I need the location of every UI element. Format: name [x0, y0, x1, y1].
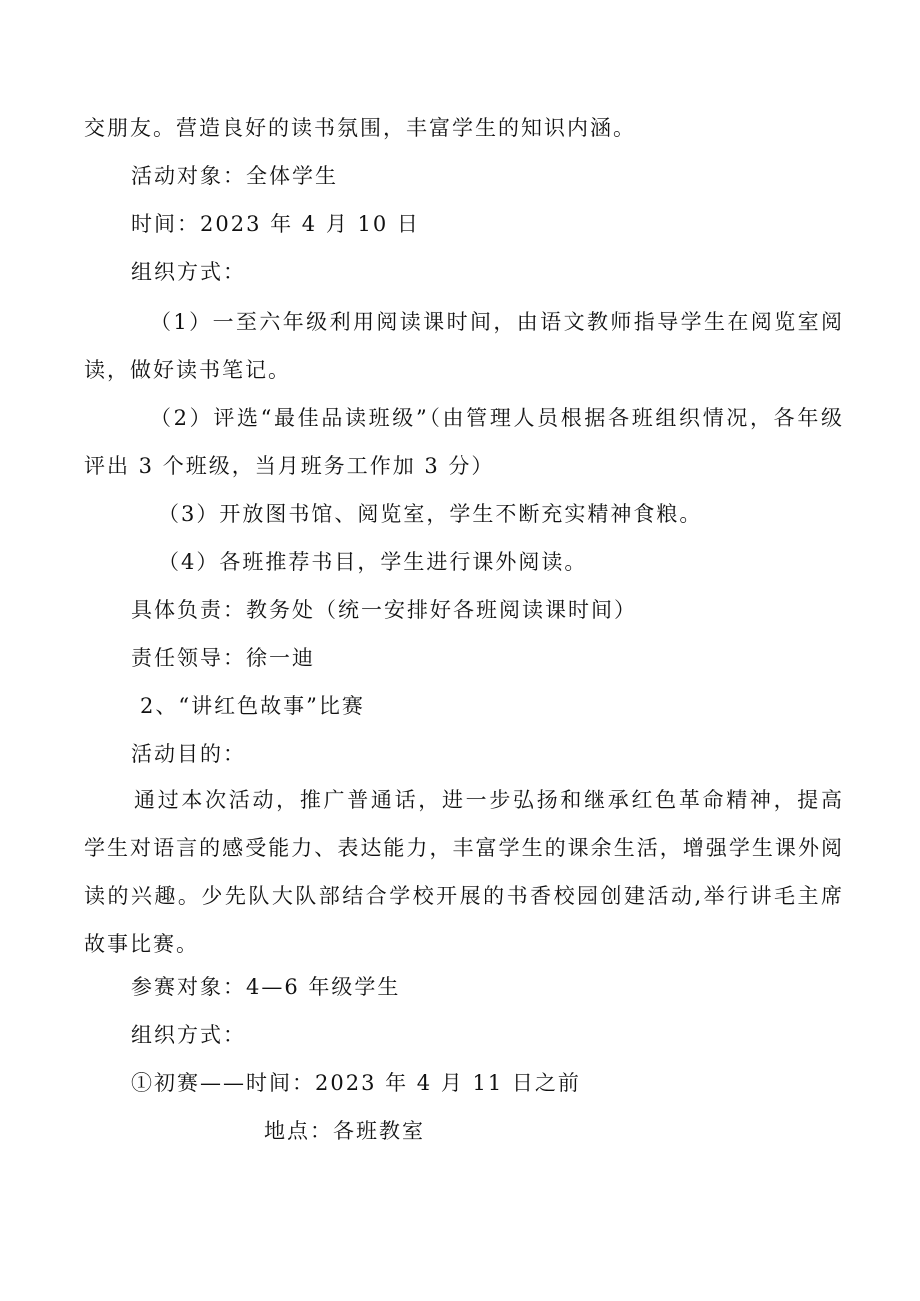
- intro-end-line: 交朋友。营造良好的读书氛围，丰富学生的知识内涵。: [84, 116, 636, 140]
- section-2-title: 2、“讲红色故事”比赛: [140, 694, 365, 718]
- responsible-department: 具体负责：教务处（统一安排好各班阅读课时间）: [131, 598, 637, 622]
- responsible-leader: 责任领导：徐一迪: [131, 646, 315, 670]
- item-4: （4）各班推荐书目，学生进行课外阅读。: [158, 550, 588, 574]
- organization-label: 组织方式：: [131, 260, 246, 284]
- preliminary-round: ①初赛——时间：2023 年 4 月 11 日之前: [131, 1071, 581, 1095]
- organization-label-2: 组织方式：: [131, 1023, 246, 1047]
- purpose-label: 活动目的：: [131, 742, 246, 766]
- activity-target: 活动对象：全体学生: [131, 164, 338, 188]
- purpose-paragraph: 通过本次活动，推广普通话，进一步弘扬和继承红色革命精神，提高学生对语言的感受能力、表达能力，丰富学生的课余生活，增强学生课外阅读的兴趣。少先队大队部结合学校开展的书香校园创建活动,举行讲毛主席故事比赛。: [84, 788, 844, 956]
- item-3: （3）开放图书馆、阅览室，学生不断充实精神食粮。: [158, 502, 703, 526]
- participants: 参赛对象：4—6 年级学生: [131, 975, 401, 999]
- item-2-paragraph: （2）评选“最佳品读班级”（由管理人员根据各班组织情况，各年级评出 3 个班级，当月班务工作加 3 分）: [84, 406, 844, 478]
- activity-time: 时间：2023 年 4 月 10 日: [131, 212, 420, 236]
- item-1-paragraph: （1）一至六年级利用阅读课时间，由语文教师指导学生在阅览室阅读，做好读书笔记。: [84, 310, 844, 382]
- preliminary-location: 地点：各班教室: [264, 1119, 425, 1143]
